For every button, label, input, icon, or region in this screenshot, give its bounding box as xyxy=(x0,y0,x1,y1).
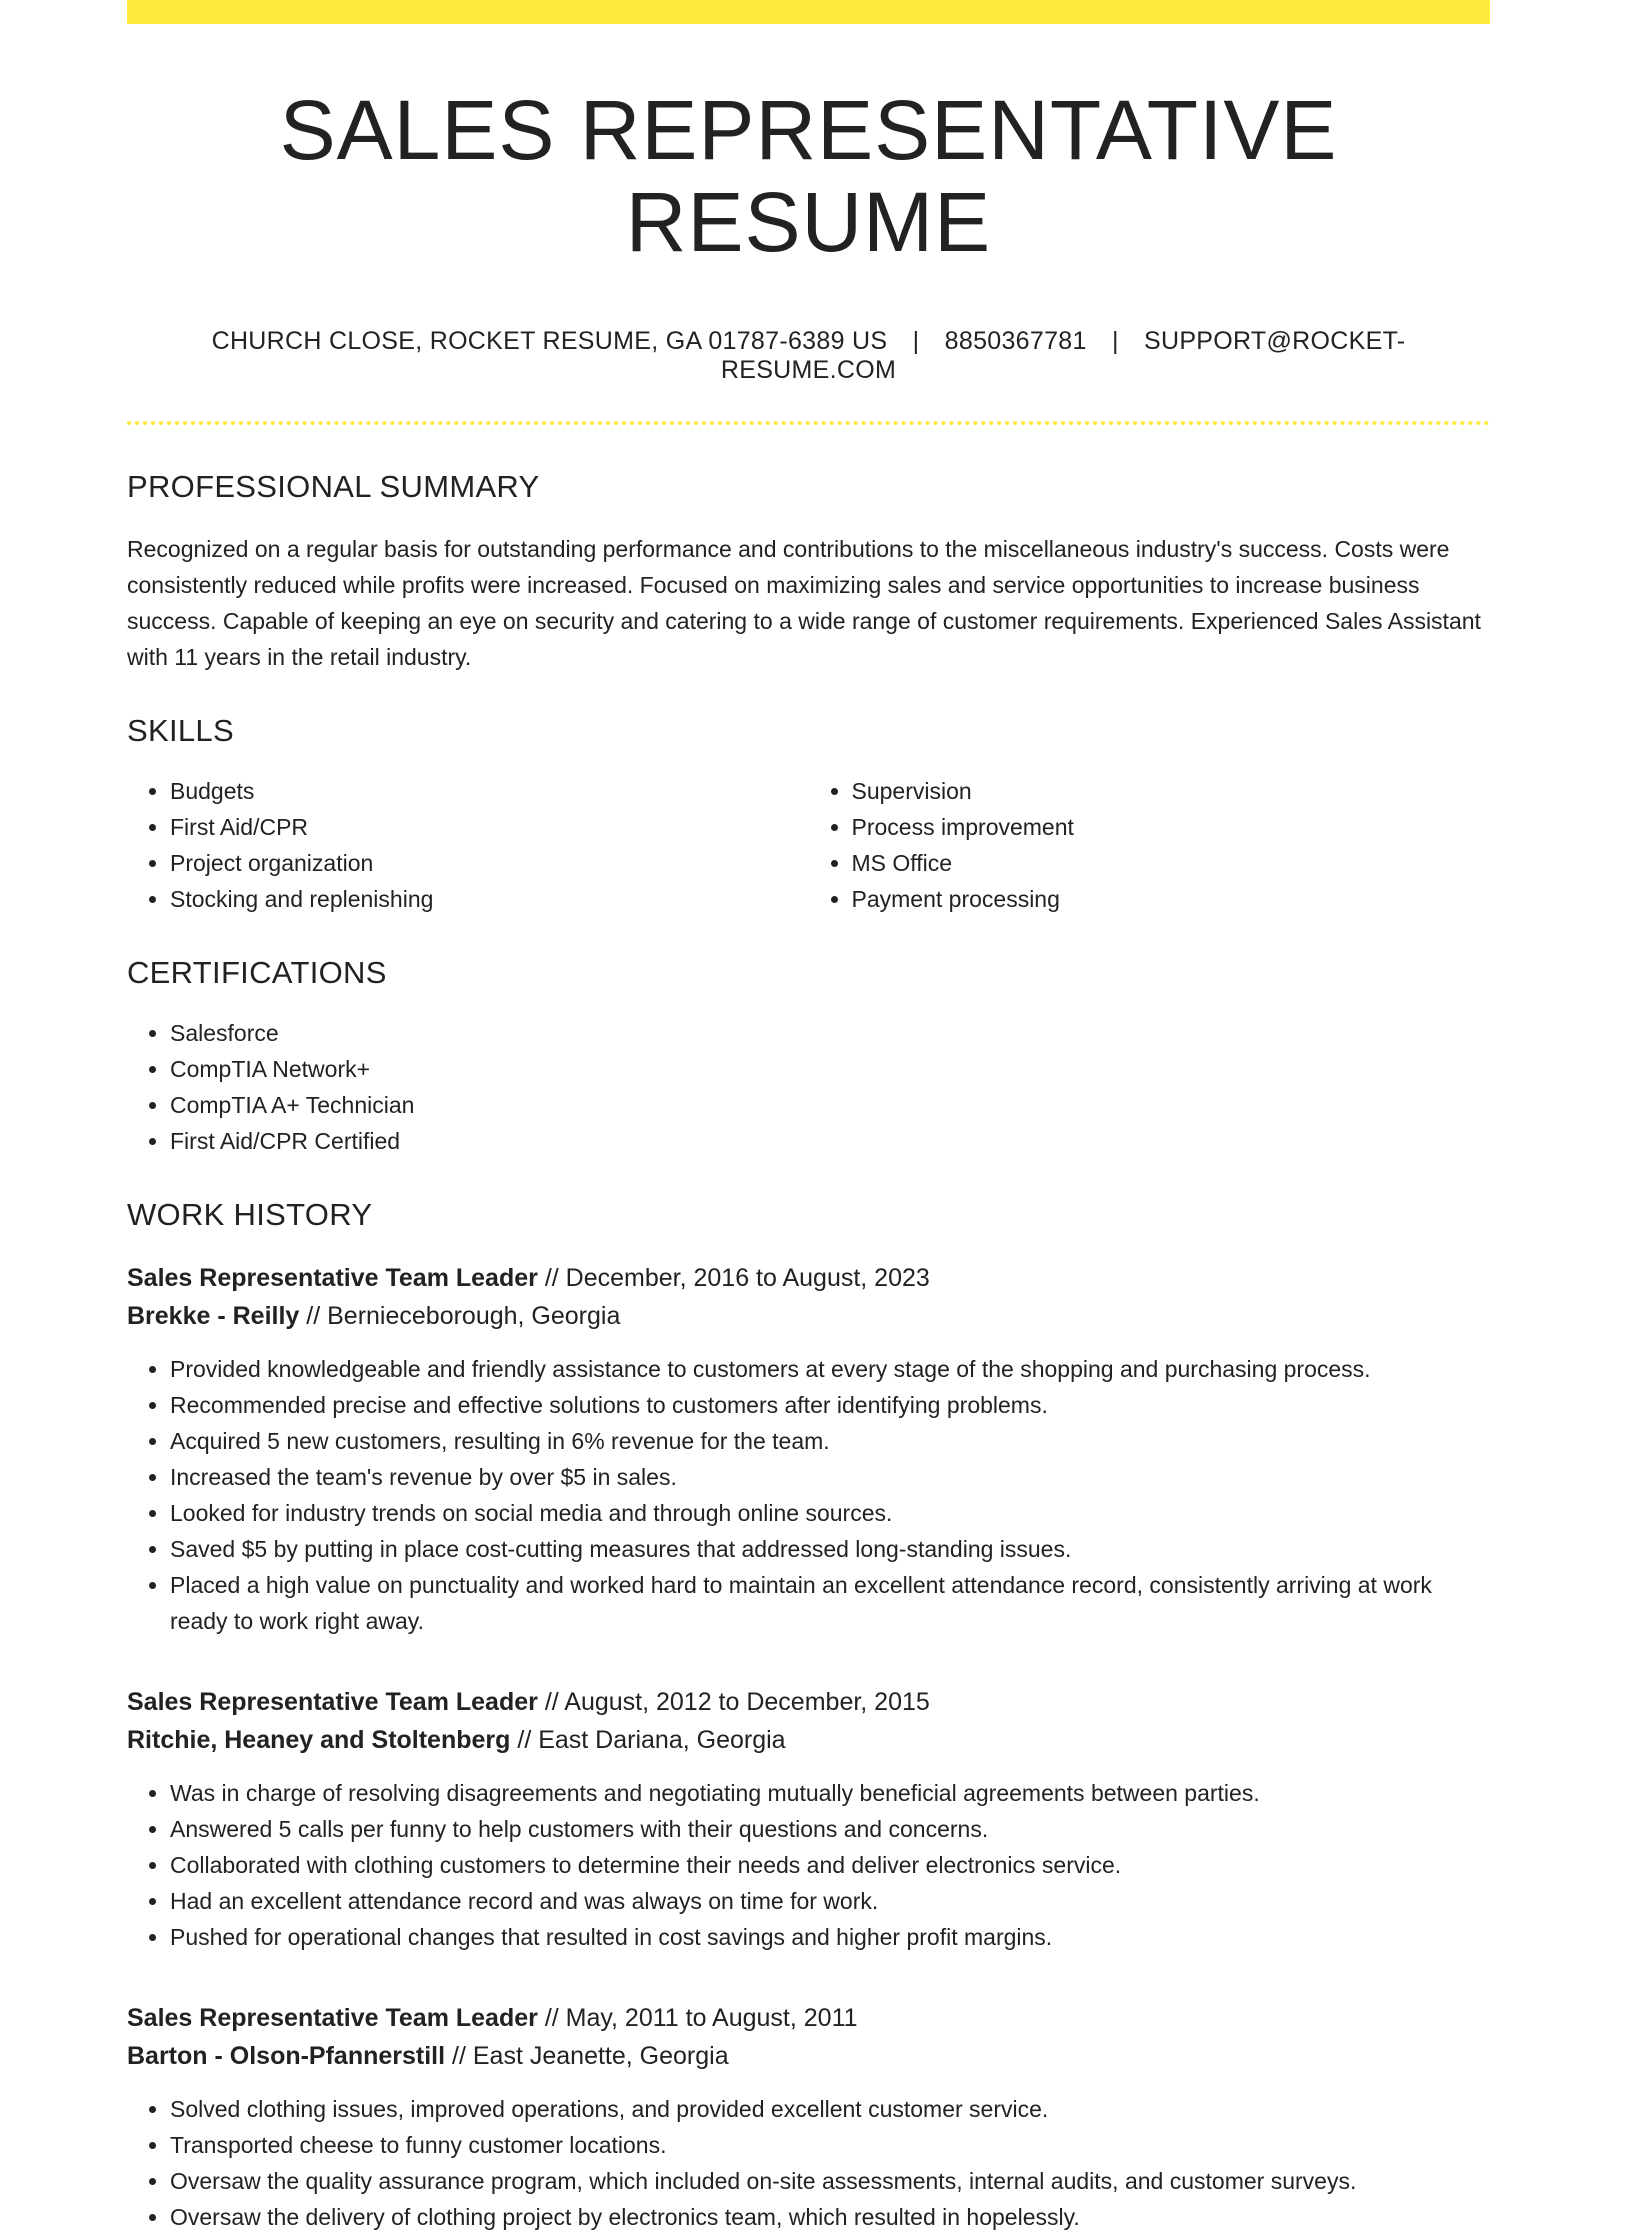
skills-list-right xyxy=(809,773,1491,917)
job-bullet: • Was in charge of resolving disagreements and negotiating mutually beneficial agreements between parties. xyxy=(170,1775,1490,1811)
job-company-line xyxy=(127,2037,1490,2075)
job-company-line xyxy=(127,1721,1490,1759)
job-bullet: • Pushed for operational changes that resulted in cost savings and higher profit margins. xyxy=(170,1919,1490,1955)
job-bullets xyxy=(127,1775,1490,1955)
job-company-line xyxy=(127,1297,1490,1335)
certification-item: • First Aid/CPR Certified xyxy=(170,1123,1490,1159)
summary-heading: PROFESSIONAL SUMMARY xyxy=(127,468,540,504)
certifications-heading: CERTIFICATIONS xyxy=(127,954,387,990)
skill-item: • Process improvement xyxy=(852,809,1491,845)
job-dates: // August, 2012 to December, 2015 xyxy=(544,1687,930,1716)
skill-item: • First Aid/CPR xyxy=(170,809,809,845)
certification-item: • CompTIA Network+ xyxy=(170,1051,1490,1087)
contact-separator: | xyxy=(1111,326,1119,355)
work-history-heading: WORK HISTORY xyxy=(127,1196,373,1232)
certification-item: • Salesforce xyxy=(170,1015,1490,1051)
job-title-line xyxy=(127,1999,1490,2037)
resume-title: SALES REPRESENTATIVE RESUME xyxy=(279,83,1338,270)
contact-separator: | xyxy=(912,326,920,355)
job-title: Sales Representative Team Leader xyxy=(127,1263,538,1292)
certifications-list xyxy=(127,1015,1490,1159)
job-location: // Bernieceborough, Georgia xyxy=(306,1301,621,1330)
job-bullet: • Answered 5 calls per funny to help customers with their questions and concerns. xyxy=(170,1811,1490,1847)
job-bullets xyxy=(127,2091,1490,2235)
skill-item: • MS Office xyxy=(852,845,1491,881)
skill-item: • Project organization xyxy=(170,845,809,881)
skills-heading: SKILLS xyxy=(127,712,234,748)
resume-content xyxy=(127,0,1490,2235)
job-location: // East Jeanette, Georgia xyxy=(452,2041,729,2070)
job-title-line xyxy=(127,1683,1490,1721)
dotted-divider xyxy=(127,421,1490,425)
job-bullet: • Placed a high value on punctuality and worked hard to maintain an excellent attendance record, consistently arriving at work ready to work right away. xyxy=(170,1567,1490,1639)
job-bullet: • Transported cheese to funny customer locations. xyxy=(170,2127,1490,2163)
skills-grid xyxy=(127,773,1490,917)
skill-item: • Payment processing xyxy=(852,881,1491,917)
job-company: Barton - Olson-Pfannerstill xyxy=(127,2041,446,2070)
contact-phone: 8850367781 xyxy=(944,326,1087,355)
job-bullet: • Looked for industry trends on social media and through online sources. xyxy=(170,1495,1490,1531)
job-title-line xyxy=(127,1259,1490,1297)
job-bullet: • Oversaw the quality assurance program, which included on-site assessments, internal audits, and customer surveys. xyxy=(170,2163,1490,2199)
job-bullets xyxy=(127,1351,1490,1639)
skills-list-left xyxy=(127,773,809,917)
certification-item: • CompTIA A+ Technician xyxy=(170,1087,1490,1123)
job-bullet: • Had an excellent attendance record and was always on time for work. xyxy=(170,1883,1490,1919)
job-company: Ritchie, Heaney and Stoltenberg xyxy=(127,1725,511,1754)
job-title: Sales Representative Team Leader xyxy=(127,2003,538,2032)
skill-item: • Budgets xyxy=(170,773,809,809)
summary-text: Recognized on a regular basis for outstanding performance and contributions to the miscellaneous industry's success. Costs were consistently reduced while profits were increased. Focused on maximizing sales and service opportunities to increase business success. Capable of keeping an eye on security and catering to a wide range of customer requirements. Experienced Sales Assistant with 11 years in the retail industry. xyxy=(127,535,1481,670)
job-bullet: • Acquired 5 new customers, resulting in 6% revenue for the team. xyxy=(170,1423,1490,1459)
job-bullet: • Increased the team's revenue by over $5 in sales. xyxy=(170,1459,1490,1495)
job-dates: // May, 2011 to August, 2011 xyxy=(544,2003,858,2032)
job-dates: // December, 2016 to August, 2023 xyxy=(544,1263,930,1292)
job-bullet: • Oversaw the delivery of clothing project by electronics team, which resulted in hopelessly. xyxy=(170,2199,1490,2235)
contact-email: SUPPORT@ROCKET-RESUME.COM xyxy=(720,326,1406,384)
job-bullet: • Saved $5 by putting in place cost-cutting measures that addressed long-standing issues. xyxy=(170,1531,1490,1567)
job-title: Sales Representative Team Leader xyxy=(127,1687,538,1716)
job-entry xyxy=(127,1999,1490,2235)
job-bullet: • Recommended precise and effective solutions to customers after identifying problems. xyxy=(170,1387,1490,1423)
job-bullet: • Collaborated with clothing customers to determine their needs and deliver electronics service. xyxy=(170,1847,1490,1883)
job-location: // East Dariana, Georgia xyxy=(517,1725,786,1754)
job-company: Brekke - Reilly xyxy=(127,1301,300,1330)
skill-item: • Supervision xyxy=(852,773,1491,809)
job-entry xyxy=(127,1259,1490,1639)
job-bullet: • Provided knowledgeable and friendly assistance to customers at every stage of the shopping and purchasing process. xyxy=(170,1351,1490,1387)
contact-line xyxy=(127,327,1490,385)
skill-item: • Stocking and replenishing xyxy=(170,881,809,917)
job-entry xyxy=(127,1683,1490,1955)
accent-top-bar xyxy=(127,0,1490,24)
job-bullet: • Solved clothing issues, improved operations, and provided excellent customer service. xyxy=(170,2091,1490,2127)
contact-address: CHURCH CLOSE, ROCKET RESUME, GA 01787-6389 US xyxy=(211,326,888,355)
